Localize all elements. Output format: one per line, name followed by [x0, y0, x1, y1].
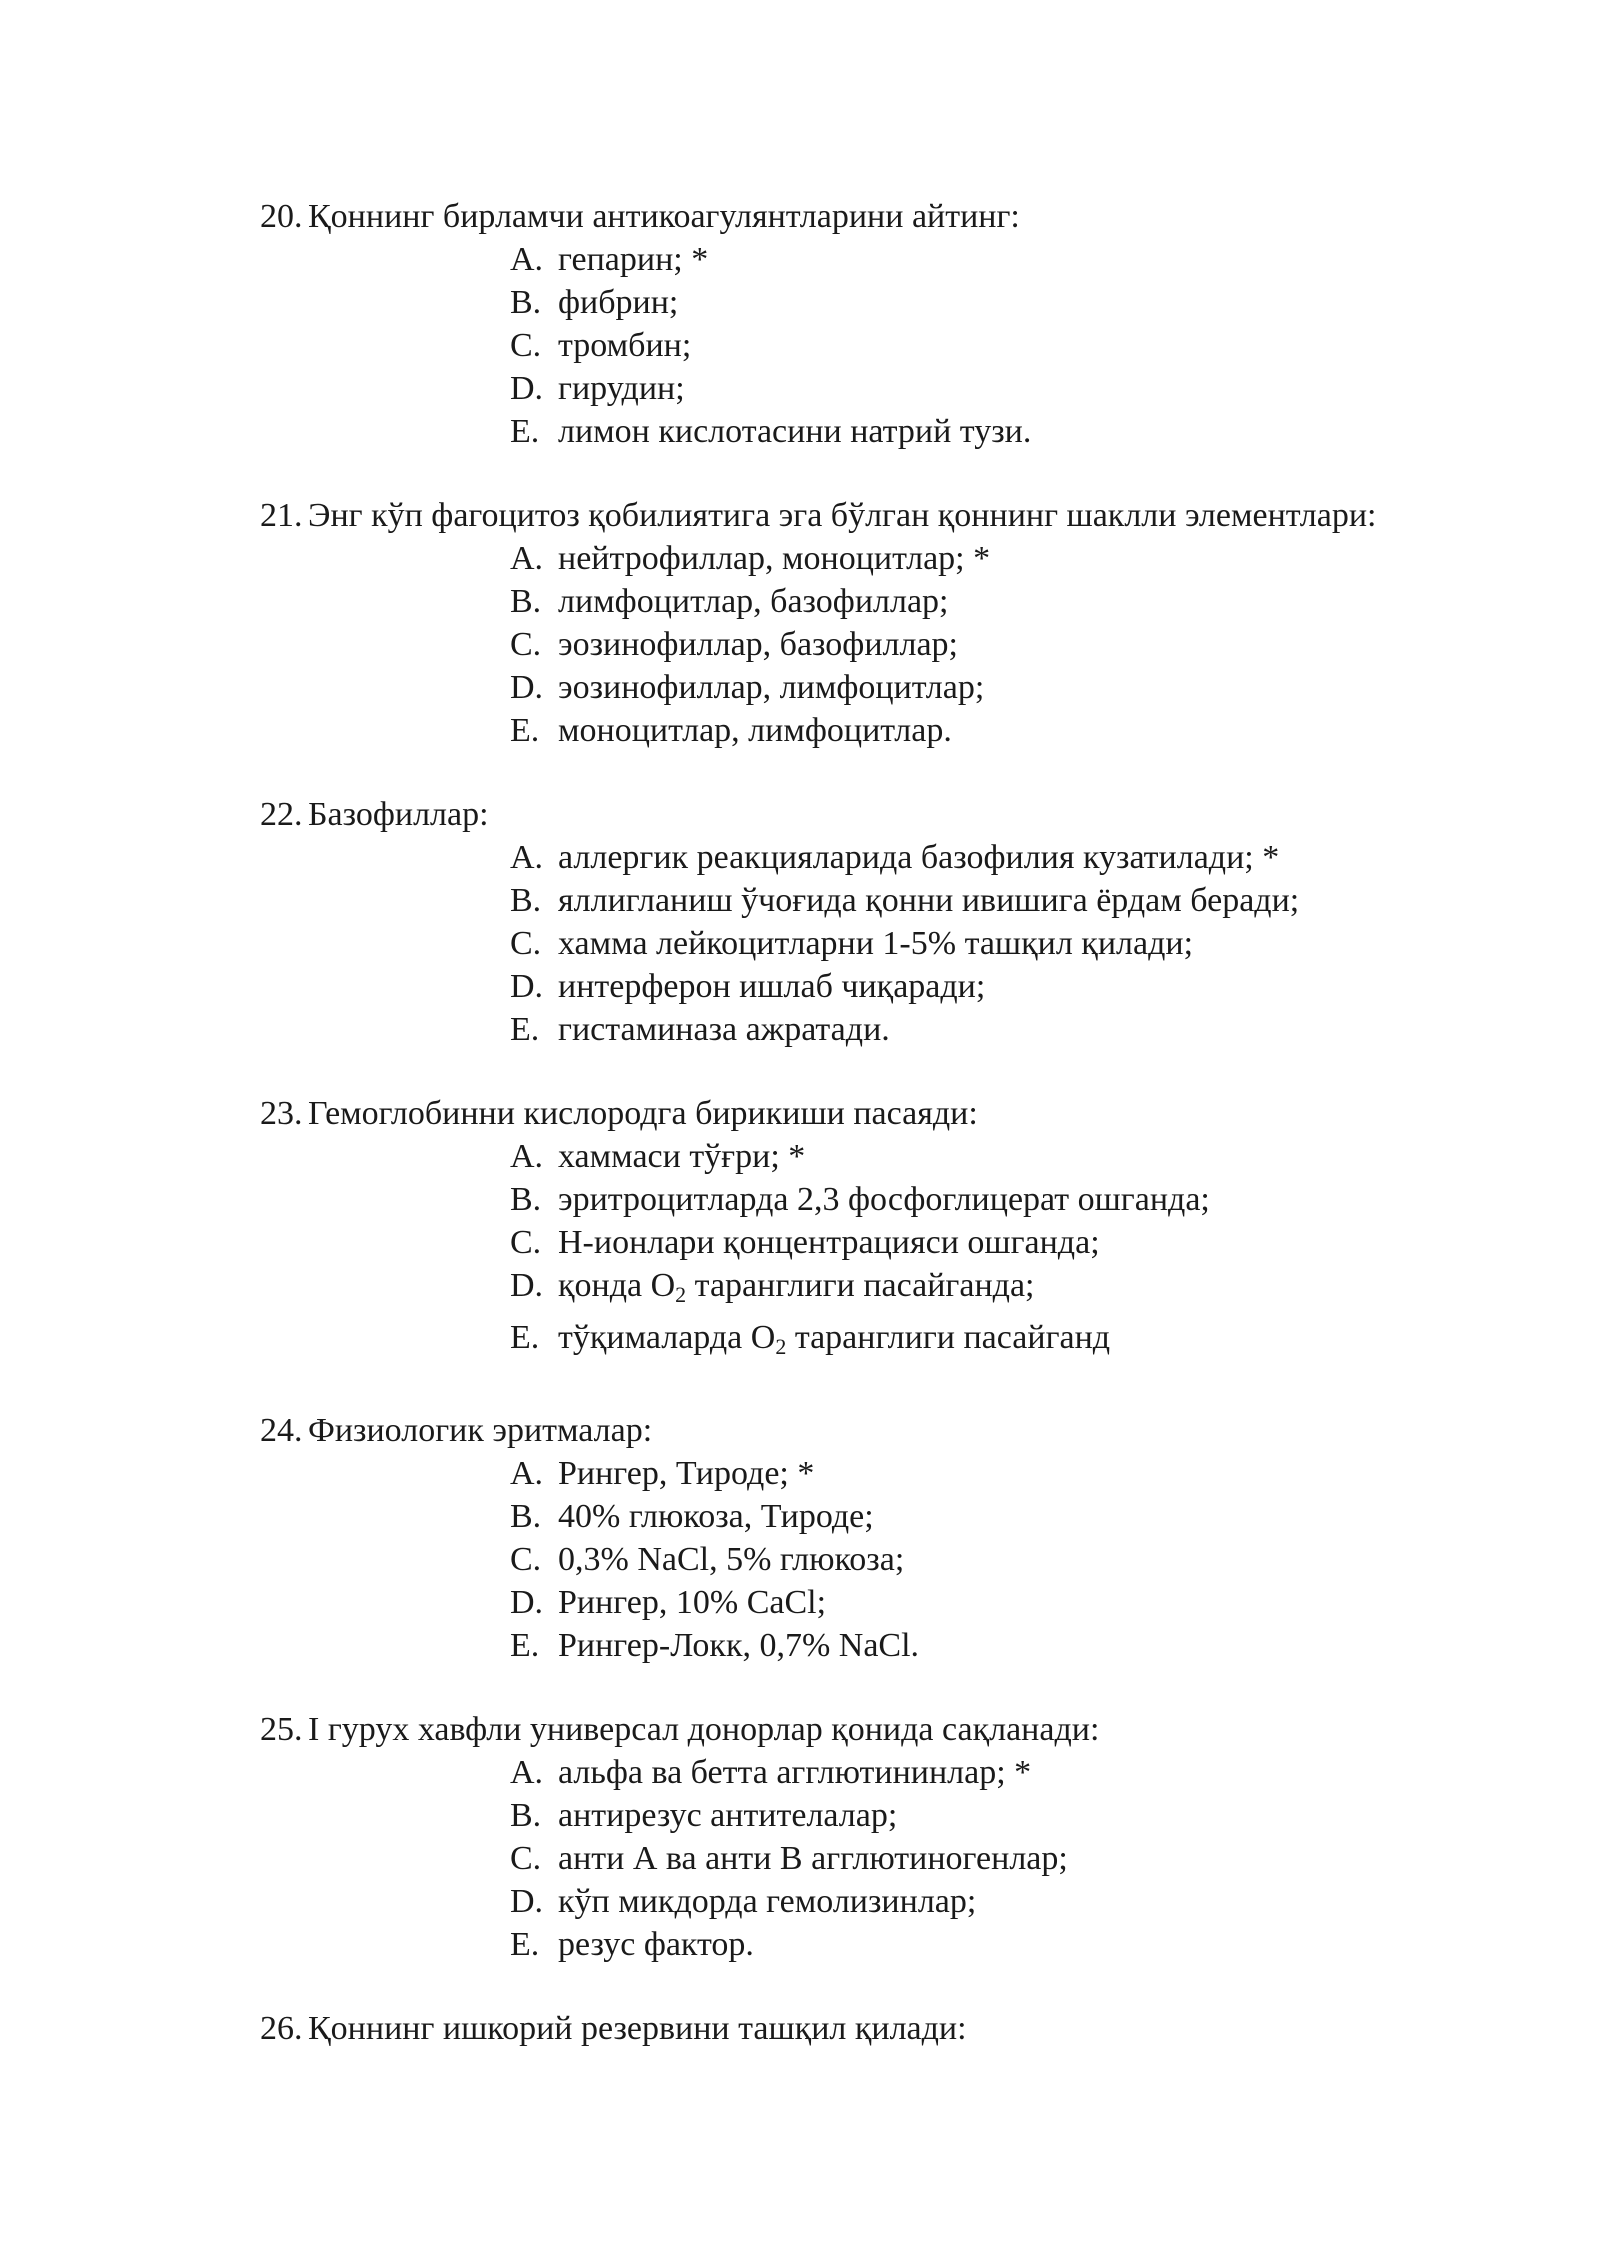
option-letter: B.	[510, 583, 542, 620]
answer-option	[510, 537, 1460, 580]
question-text: Базофиллар:	[308, 796, 489, 833]
answer-option	[510, 1538, 1460, 1581]
question-number: 24.	[260, 1412, 303, 1449]
answer-option	[510, 1264, 1460, 1316]
question-26	[260, 2007, 1460, 2050]
option-letter: E.	[510, 1011, 540, 1048]
question-25	[260, 1708, 1460, 1966]
option-text-part: қонда O	[558, 1267, 676, 1304]
question-number: 25.	[260, 1711, 303, 1748]
option-text: аллергик реакцияларида базофилия кузатилади; *	[558, 839, 1280, 876]
option-letter: A.	[510, 1455, 544, 1492]
answer-options	[260, 537, 1460, 752]
option-letter: A.	[510, 1754, 544, 1791]
option-letter: B.	[510, 1797, 542, 1834]
answer-option	[510, 238, 1460, 281]
option-text: 40% глюкоза, Тироде;	[558, 1498, 874, 1535]
question-title	[260, 1409, 1460, 1452]
question-list	[260, 195, 1460, 2091]
option-letter: B.	[510, 882, 542, 919]
option-letter: E.	[510, 413, 540, 450]
subscript: 2	[675, 1282, 687, 1307]
answer-option	[510, 1221, 1460, 1264]
question-number: 23.	[260, 1095, 303, 1132]
answer-option	[510, 836, 1460, 879]
option-letter: D.	[510, 968, 544, 1005]
answer-options	[260, 1751, 1460, 1966]
option-text: лимон кислотасини натрий тузи.	[558, 413, 1032, 450]
answer-option	[510, 666, 1460, 709]
question-number: 22.	[260, 796, 303, 833]
question-text: Энг кўп фагоцитоз қобилиятига эга бўлган қоннинг шаклли элементлари:	[308, 497, 1377, 534]
option-text: 0,3% NaCl, 5% глюкоза;	[558, 1541, 905, 1578]
answer-option	[510, 580, 1460, 623]
subscript: 2	[775, 1334, 787, 1359]
option-letter: D.	[510, 1267, 544, 1304]
option-text	[558, 1316, 1110, 1368]
question-title	[260, 1708, 1460, 1751]
option-letter: C.	[510, 925, 542, 962]
answer-option	[510, 879, 1460, 922]
option-letter: A.	[510, 1138, 544, 1175]
question-number: 20.	[260, 198, 303, 235]
question-text: Қоннинг ишкорий резервини ташқил қилади:	[308, 2010, 967, 2047]
option-letter: B.	[510, 284, 542, 321]
answer-option	[510, 1794, 1460, 1837]
answer-option	[510, 1495, 1460, 1538]
option-letter: A.	[510, 241, 544, 278]
question-text: Қоннинг бирламчи антикоагулянтларини айтинг:	[308, 198, 1020, 235]
answer-options	[260, 836, 1460, 1051]
option-text: интерферон ишлаб чиқаради;	[558, 968, 986, 1005]
option-letter: A.	[510, 540, 544, 577]
answer-option	[510, 1581, 1460, 1624]
option-text: резус фактор.	[558, 1926, 754, 1963]
answer-option	[510, 410, 1460, 453]
answer-option	[510, 922, 1460, 965]
question-21	[260, 494, 1460, 752]
question-23	[260, 1092, 1460, 1368]
option-letter: E.	[510, 1926, 540, 1963]
option-text: кўп микдорда гемолизинлар;	[558, 1883, 977, 1920]
option-text: гирудин;	[558, 370, 685, 407]
option-letter: C.	[510, 327, 542, 364]
option-text	[558, 1264, 1035, 1316]
option-text: гистаминаза ажратади.	[558, 1011, 890, 1048]
option-letter: D.	[510, 1883, 544, 1920]
answer-option	[510, 1837, 1460, 1880]
option-text: хамма лейкоцитларни 1-5% ташқил қилади;	[558, 925, 1194, 962]
option-text: Рингер-Локк, 0,7% NaCl.	[558, 1627, 920, 1664]
question-number: 21.	[260, 497, 303, 534]
answer-option	[510, 1135, 1460, 1178]
answer-options	[260, 1452, 1460, 1667]
question-20	[260, 195, 1460, 453]
option-text: моноцитлар, лимфоцитлар.	[558, 712, 952, 749]
answer-option	[510, 281, 1460, 324]
option-text: фибрин;	[558, 284, 679, 321]
question-text: Гемоглобинни кислородга бирикиши пасаяди:	[308, 1095, 978, 1132]
option-text: яллигланиш ўчоғида қонни ивишига ёрдам беради;	[558, 882, 1300, 919]
option-letter: E.	[510, 1319, 540, 1356]
answer-option	[510, 1624, 1460, 1667]
answer-option	[510, 709, 1460, 752]
option-letter: A.	[510, 839, 544, 876]
question-text: I гурух хавфли универсал донорлар қонида сақланади:	[308, 1711, 1100, 1748]
question-title	[260, 195, 1460, 238]
question-title	[260, 494, 1460, 537]
question-number: 26.	[260, 2010, 303, 2047]
option-text-part: таранглиги пасайганда;	[686, 1267, 1035, 1304]
option-letter: C.	[510, 626, 542, 663]
answer-option	[510, 324, 1460, 367]
question-text: Физиологик эритмалар:	[308, 1412, 653, 1449]
option-text: эритроцитларда 2,3 фосфоглицерат ошганда;	[558, 1181, 1210, 1218]
question-24	[260, 1409, 1460, 1667]
option-text: Н-ионлари қонцентрацияси ошганда;	[558, 1224, 1100, 1261]
option-text: Рингер, 10% CaCl;	[558, 1584, 827, 1621]
question-title	[260, 1092, 1460, 1135]
option-letter: B.	[510, 1181, 542, 1218]
option-letter: D.	[510, 370, 544, 407]
option-letter: B.	[510, 1498, 542, 1535]
option-text: анти А ва анти В агглютиногенлар;	[558, 1840, 1068, 1877]
option-letter: C.	[510, 1224, 542, 1261]
option-letter: D.	[510, 1584, 544, 1621]
option-text: хаммаси тўғри; *	[558, 1138, 806, 1175]
option-text-part: таранглиги пасайганд	[786, 1319, 1111, 1356]
option-text: гепарин; *	[558, 241, 709, 278]
answer-option	[510, 1751, 1460, 1794]
option-letter: C.	[510, 1541, 542, 1578]
answer-option	[510, 623, 1460, 666]
question-22	[260, 793, 1460, 1051]
option-text: эозинофиллар, лимфоцитлар;	[558, 669, 985, 706]
question-title	[260, 2007, 1460, 2050]
option-text: альфа ва бетта агглютининлар; *	[558, 1754, 1032, 1791]
answer-option	[510, 965, 1460, 1008]
answer-option	[510, 1923, 1460, 1966]
option-letter: D.	[510, 669, 544, 706]
answer-option	[510, 367, 1460, 410]
answer-option	[510, 1316, 1460, 1368]
answer-option	[510, 1178, 1460, 1221]
option-letter: E.	[510, 712, 540, 749]
option-text: антирезус антителалар;	[558, 1797, 898, 1834]
option-letter: E.	[510, 1627, 540, 1664]
option-text: тромбин;	[558, 327, 692, 364]
question-title	[260, 793, 1460, 836]
option-text: Рингер, Тироде; *	[558, 1455, 815, 1492]
option-text: эозинофиллар, базофиллар;	[558, 626, 958, 663]
option-letter: C.	[510, 1840, 542, 1877]
answer-option	[510, 1880, 1460, 1923]
answer-option	[510, 1452, 1460, 1495]
option-text-part: тўқималарда O	[558, 1319, 776, 1356]
option-text: нейтрофиллар, моноцитлар; *	[558, 540, 991, 577]
option-text: лимфоцитлар, базофиллар;	[558, 583, 949, 620]
answer-options	[260, 1135, 1460, 1368]
answer-option	[510, 1008, 1460, 1051]
answer-options	[260, 238, 1460, 453]
